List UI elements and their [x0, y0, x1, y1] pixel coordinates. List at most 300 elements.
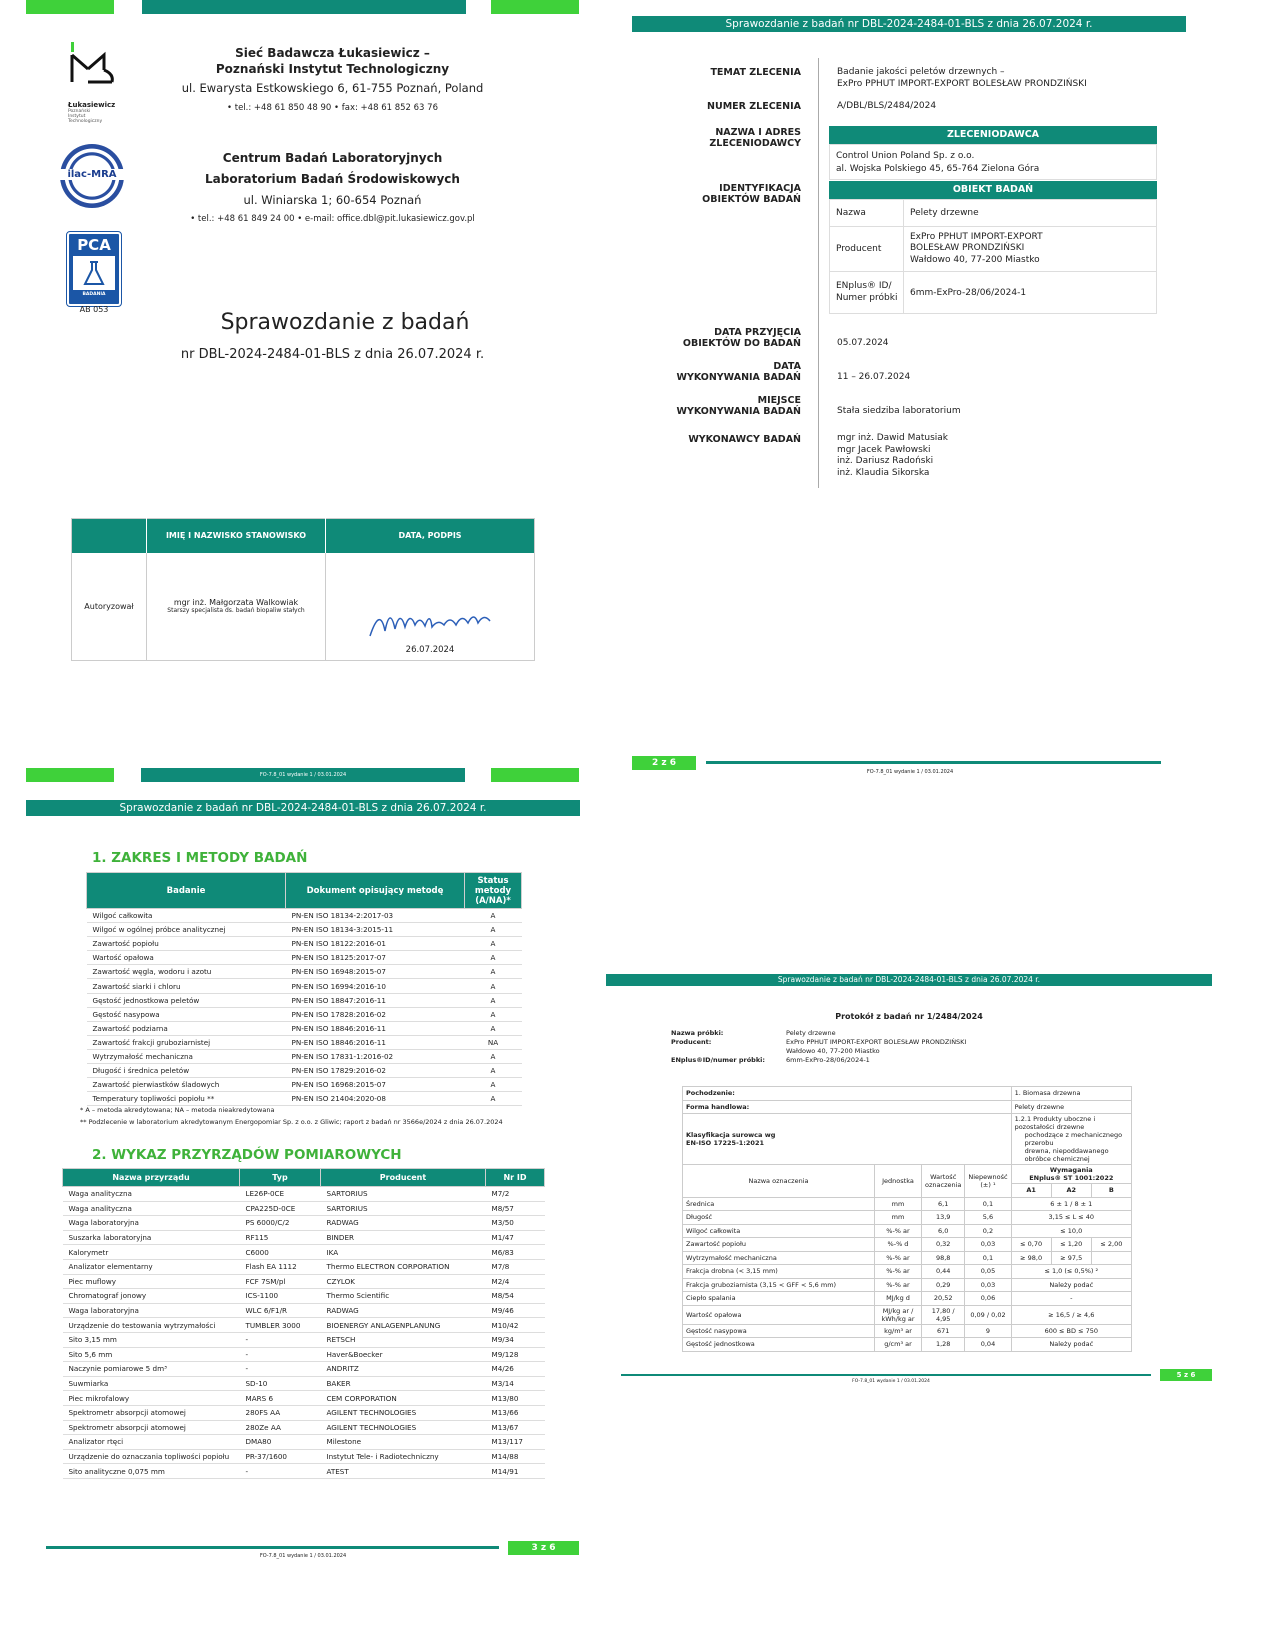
- wykonawcy-list: [837, 433, 948, 479]
- instrument-id: M2/4: [486, 1274, 545, 1289]
- result-uncertainty: 9: [965, 1324, 1011, 1338]
- wykonawcy-label: WYKONAWCY BADAŃ: [688, 434, 801, 445]
- instrument-producer: Instytut Tele- i Radiotechniczny: [321, 1449, 486, 1464]
- meta-value: Wałdowo 40, 77-200 Miastko: [786, 1047, 880, 1055]
- pca-logo: [67, 232, 121, 306]
- ident-label: [640, 183, 801, 205]
- result-uncertainty: 0,04: [965, 1338, 1011, 1352]
- numer-label: NUMER ZLECENIA: [707, 101, 801, 112]
- method-row: [87, 1007, 522, 1021]
- instrument-name: Kalorymetr: [63, 1245, 240, 1260]
- result-unit: MJ/kg ar / kWh/kg ar: [875, 1305, 922, 1324]
- ab-code: AB 053: [79, 305, 109, 314]
- instrument-id: M8/54: [486, 1289, 545, 1304]
- instrument-type: ICS-1100: [240, 1289, 321, 1304]
- method-name: Długość i średnica peletów: [87, 1064, 286, 1078]
- result-value: 0,29: [922, 1278, 965, 1292]
- instrument-type: TUMBLER 3000: [240, 1318, 321, 1333]
- method-document: PN-EN ISO 18134-3:2015-11: [286, 923, 465, 937]
- logo-text: Łukasiewicz: [68, 101, 116, 109]
- result-row: [683, 1292, 1132, 1306]
- result-row: [683, 1251, 1132, 1265]
- wykonawca: inż. Klaudia Sikorska: [837, 467, 930, 478]
- klas-value-1: 1.2.1 Produkty uboczne i pozostałości drzewne: [1014, 1115, 1096, 1131]
- result-row: [683, 1224, 1132, 1238]
- instrument-row: [63, 1362, 545, 1377]
- instrument-row: [63, 1332, 545, 1347]
- instrument-producer: SARTORIUS: [321, 1187, 486, 1202]
- instrument-name: Urządzenie do oznaczania topliwości popiołu: [63, 1449, 240, 1464]
- numer-value: A/DBL/BLS/2484/2024: [837, 101, 937, 111]
- result-b: ≤ 2,00: [1091, 1238, 1131, 1252]
- temat-value-2: ExPro PPHUT IMPORT-EXPORT BOLESŁAW PRONDZIŃSKI: [837, 78, 1087, 89]
- result-unit: g/cm³ ar: [875, 1338, 922, 1352]
- method-name: Zawartość węgla, wodoru i azotu: [87, 965, 286, 979]
- sign-person: [147, 553, 326, 661]
- instrument-row: [63, 1230, 545, 1245]
- instrument-type: DMA80: [240, 1435, 321, 1450]
- result-b: [1091, 1251, 1131, 1265]
- method-status: A: [465, 965, 522, 979]
- instrument-type: -: [240, 1332, 321, 1347]
- klas-key-2: EN-ISO 17225-1:2021: [686, 1139, 764, 1147]
- ilac-mra-logo: [60, 144, 124, 208]
- result-name: Wytrzymałość mechaniczna: [683, 1251, 875, 1265]
- method-document: PN-EN ISO 18847:2016-11: [286, 993, 465, 1007]
- result-unit: mm: [875, 1211, 922, 1225]
- producent-line-1: ExPro PPHUT IMPORT-EXPORT: [910, 231, 1043, 242]
- instrument-producer: CEM CORPORATION: [321, 1391, 486, 1406]
- result-value: 671: [922, 1324, 965, 1338]
- method-document: PN-EN ISO 18125:2017-07: [286, 951, 465, 965]
- page5-header: Sprawozdanie z badań nr DBL-2024-2484-01-BLS z dnia 26.07.2024 r.: [606, 974, 1212, 986]
- zleceniodawca-header: ZLECENIODAWCA: [829, 126, 1157, 144]
- method-document: PN-EN ISO 21404:2020-08: [286, 1092, 465, 1106]
- method-status: A: [465, 1064, 522, 1078]
- page2-footer-code: FO-7.8_01 wydanie 1 / 03.01.2024: [866, 769, 954, 775]
- nazwa-label-2: ZLECENIODAWCY: [709, 138, 801, 149]
- divider: [818, 58, 819, 488]
- result-a1: Należy podać: [1011, 1338, 1131, 1352]
- method-document: PN-EN ISO 17828:2016-02: [286, 1007, 465, 1021]
- instrument-type: SD-10: [240, 1376, 321, 1391]
- lab-contact: • tel.: +48 61 849 24 00 • e-mail: office.dbl@pit.lukasiewicz.gov.pl: [190, 214, 475, 224]
- protocol-meta-keys: [671, 1029, 765, 1065]
- t1-header: Dokument opisujący metodę: [286, 873, 465, 909]
- page3-number: 3 z 6: [508, 1541, 579, 1555]
- method-document: PN-EN ISO 16968:2015-07: [286, 1078, 465, 1092]
- t1-header: Status metody (A/NA)*: [465, 873, 522, 909]
- method-status: A: [465, 909, 522, 923]
- result-unit: %-% ar: [875, 1278, 922, 1292]
- wymagania-1: Wymagania: [1049, 1166, 1093, 1174]
- result-a1: 600 ≤ BD ≤ 750: [1011, 1324, 1131, 1338]
- page2-header: Sprawozdanie z badań nr DBL-2024-2484-01-BLS z dnia 26.07.2024 r.: [632, 16, 1186, 32]
- instrument-row: [63, 1449, 545, 1464]
- instrument-producer: SARTORIUS: [321, 1201, 486, 1216]
- result-row: [683, 1324, 1132, 1338]
- instrument-row: [63, 1187, 545, 1202]
- instrument-row: [63, 1274, 545, 1289]
- page2-number: 2 z 6: [632, 756, 696, 770]
- result-row: [683, 1265, 1132, 1279]
- instrument-name: Sito 3,15 mm: [63, 1332, 240, 1347]
- result-name: Wartość opałowa: [683, 1305, 875, 1324]
- t2-header: Nr ID: [486, 1169, 545, 1187]
- temat-label: TEMAT ZLECENIA: [710, 67, 801, 78]
- footer-green-bar: [26, 768, 114, 782]
- method-row: [87, 909, 522, 923]
- instrument-row: [63, 1245, 545, 1260]
- result-row: [683, 1278, 1132, 1292]
- logo-subtext: Poznański Instytut Technologiczny: [68, 109, 103, 124]
- col-niepewnosc: Niepewność (±) ¹: [965, 1165, 1011, 1198]
- method-name: Wytrzymałość mechaniczna: [87, 1049, 286, 1063]
- method-status: NA: [465, 1035, 522, 1049]
- result-a1: ≤ 1,0 (≤ 0,5%) ²: [1011, 1265, 1131, 1279]
- method-row: [87, 993, 522, 1007]
- result-uncertainty: 0,05: [965, 1265, 1011, 1279]
- method-status: A: [465, 1078, 522, 1092]
- instrument-producer: BAKER: [321, 1376, 486, 1391]
- method-name: Zawartość siarki i chloru: [87, 979, 286, 993]
- instrument-id: M4/26: [486, 1362, 545, 1377]
- instrument-row: [63, 1303, 545, 1318]
- klas-key-1: Klasyfikacja surowca wg: [686, 1131, 776, 1139]
- result-name: Długość: [683, 1211, 875, 1225]
- instrument-type: FCF 7SM/pl: [240, 1274, 321, 1289]
- method-row: [87, 1021, 522, 1035]
- klas-value-2: pochodzące z mechanicznego przerobu: [1024, 1131, 1123, 1147]
- meta-value: Pelety drzewne: [786, 1029, 836, 1037]
- result-value: 13,9: [922, 1211, 965, 1225]
- instrument-row: [63, 1464, 545, 1479]
- lukasiewicz-logo: [68, 42, 118, 124]
- meta-key: Producent:: [671, 1038, 712, 1046]
- sign-date: 26.07.2024: [405, 645, 455, 655]
- data-wyk-label-1: DATA: [773, 361, 801, 372]
- method-name: Zawartość podziarna: [87, 1021, 286, 1035]
- method-name: Zawartość frakcji gruboziarnistej: [87, 1035, 286, 1049]
- col-a1: A1: [1011, 1184, 1051, 1198]
- instrument-name: Analizator rtęci: [63, 1435, 240, 1450]
- result-row: [683, 1305, 1132, 1324]
- instruments-table: [62, 1168, 545, 1479]
- sign-role: Autoryzował: [72, 553, 147, 661]
- result-uncertainty: 0,1: [965, 1251, 1011, 1265]
- method-row: [87, 1092, 522, 1106]
- result-name: Gęstość jednostkowa: [683, 1338, 875, 1352]
- instrument-row: [63, 1391, 545, 1406]
- method-row: [87, 965, 522, 979]
- page3-footer-code: FO-7.8_01 wydanie 1 / 03.01.2024: [259, 1553, 347, 1559]
- col-wymagania: [1011, 1165, 1131, 1184]
- method-row: [87, 937, 522, 951]
- instrument-producer: ATEST: [321, 1464, 486, 1479]
- method-row: [87, 979, 522, 993]
- method-name: Temperatury topliwości popiołu **: [87, 1092, 286, 1106]
- result-a1: Należy podać: [1011, 1278, 1131, 1292]
- producent-line-2: BOLESŁAW PRONDZIŃSKI: [910, 243, 1025, 254]
- result-a1: 6 ± 1 / 8 ± 1: [1011, 1197, 1131, 1211]
- instrument-name: Suwmiarka: [63, 1376, 240, 1391]
- signature-table: [71, 518, 535, 661]
- method-document: PN-EN ISO 18134-2:2017-03: [286, 909, 465, 923]
- klasyfikacja-key: [683, 1114, 1012, 1165]
- method-status: A: [465, 1007, 522, 1021]
- instrument-type: -: [240, 1464, 321, 1479]
- result-uncertainty: 0,09 / 0,02: [965, 1305, 1011, 1324]
- result-unit: %-% ar: [875, 1251, 922, 1265]
- header-green-bar: [491, 0, 579, 14]
- method-row: [87, 923, 522, 937]
- instrument-id: M9/46: [486, 1303, 545, 1318]
- obiekt-nazwa-value: Pelety drzewne: [910, 208, 979, 218]
- footer-line: [706, 761, 1161, 764]
- result-row: [683, 1338, 1132, 1352]
- result-a2: ≥ 97,5: [1051, 1251, 1091, 1265]
- instrument-name: Piec mikrofalowy: [63, 1391, 240, 1406]
- result-name: Frakcja drobna (< 3,15 mm): [683, 1265, 875, 1279]
- instrument-producer: RETSCH: [321, 1332, 486, 1347]
- result-name: Ciepło spalania: [683, 1292, 875, 1306]
- instrument-id: M8/57: [486, 1201, 545, 1216]
- producent-line-3: Wałdowo 40, 77-200 Miastko: [910, 254, 1040, 265]
- result-a1: ≤ 10,0: [1011, 1224, 1131, 1238]
- instrument-name: Naczynie pomiarowe 5 dm³: [63, 1362, 240, 1377]
- pca-sub: BADANIA: [82, 292, 106, 297]
- method-name: Zawartość popiołu: [87, 937, 286, 951]
- org-name: Sieć Badawcza Łukasiewicz –: [235, 46, 430, 60]
- instrument-producer: Thermo ELECTRON CORPORATION: [321, 1259, 486, 1274]
- protocol-meta-values: [786, 1029, 966, 1065]
- zleceniodawca-address: al. Wojska Polskiego 45, 65-764 Zielona Góra: [836, 164, 1040, 174]
- pochodzenie-value: 1. Biomasa drzewna: [1011, 1087, 1131, 1101]
- instrument-id: M14/88: [486, 1449, 545, 1464]
- results-table: [682, 1086, 1132, 1352]
- instrument-id: M6/83: [486, 1245, 545, 1260]
- sign-person-name: mgr inż. Małgorzata Walkowiak: [173, 598, 299, 608]
- org-name-2: Poznański Instytut Technologiczny: [215, 62, 450, 76]
- footer-line: [621, 1374, 1151, 1376]
- sign-col-name: IMIĘ I NAZWISKO STANOWISKO: [147, 519, 326, 553]
- temat-value-1: Badanie jakości peletów drzewnych –: [837, 67, 1005, 77]
- method-status: A: [465, 993, 522, 1007]
- instrument-type: PS 6000/C/2: [240, 1216, 321, 1231]
- ident-label-1: IDENTYFIKACJA: [719, 183, 801, 194]
- footer-green-bar: [491, 768, 579, 782]
- instrument-type: LE26P-0CE: [240, 1187, 321, 1202]
- result-value: 6,0: [922, 1224, 965, 1238]
- instrument-producer: IKA: [321, 1245, 486, 1260]
- instrument-type: MARS 6: [240, 1391, 321, 1406]
- klas-value-3: drewna, niepoddawanego obróbce chemicznej: [1024, 1147, 1109, 1163]
- instrument-id: M3/50: [486, 1216, 545, 1231]
- instrument-name: Waga laboratoryjna: [63, 1303, 240, 1318]
- col-nazwa: Nazwa oznaczenia: [683, 1165, 875, 1198]
- result-a1: ≥ 16,5 / ≥ 4,6: [1011, 1305, 1131, 1324]
- method-row: [87, 1064, 522, 1078]
- instrument-producer: RADWAG: [321, 1216, 486, 1231]
- method-name: Gęstość nasypowa: [87, 1007, 286, 1021]
- result-row: [683, 1211, 1132, 1225]
- result-unit: MJ/kg d: [875, 1292, 922, 1306]
- instrument-name: Analizator elementarny: [63, 1259, 240, 1274]
- instrument-id: M7/8: [486, 1259, 545, 1274]
- result-unit: %-% ar: [875, 1224, 922, 1238]
- obiekt-enplus-value: 6mm-ExPro-28/06/2024-1: [910, 287, 1027, 298]
- instrument-id: M1/47: [486, 1230, 545, 1245]
- obiekt-table: [829, 199, 1157, 314]
- instrument-id: M10/42: [486, 1318, 545, 1333]
- t2-header: Producent: [321, 1169, 486, 1187]
- instrument-type: WLC 6/F1/R: [240, 1303, 321, 1318]
- result-a1: ≥ 98,0: [1011, 1251, 1051, 1265]
- header-green-bar: [26, 0, 114, 14]
- method-name: Wilgoć całkowita: [87, 909, 286, 923]
- instrument-row: [63, 1376, 545, 1391]
- method-name: Wartość opałowa: [87, 951, 286, 965]
- wykonawca: mgr inż. Dawid Matusiak: [837, 433, 949, 443]
- footer-line: [46, 1546, 499, 1549]
- method-name: Gęstość jednostkowa peletów: [87, 993, 286, 1007]
- instrument-producer: RADWAG: [321, 1303, 486, 1318]
- result-name: Frakcja gruboziarnista (3,15 < GFF < 5,6 mm): [683, 1278, 875, 1292]
- lab-block: [120, 148, 545, 228]
- col-a2: A2: [1051, 1184, 1091, 1198]
- result-name: Średnica: [683, 1197, 875, 1211]
- method-row: [87, 951, 522, 965]
- method-row: [87, 1078, 522, 1092]
- method-row: [87, 1035, 522, 1049]
- org-block: [140, 45, 525, 117]
- page5-footer-code: FO-7.8_01 wydanie 1 / 03.01.2024: [852, 1379, 930, 1384]
- section-2-title: 2. WYKAZ PRZYRZĄDÓW POMIAROWYCH: [92, 1147, 402, 1163]
- result-uncertainty: 0,03: [965, 1238, 1011, 1252]
- result-value: 6,1: [922, 1197, 965, 1211]
- result-unit: mm: [875, 1197, 922, 1211]
- t1-header: Badanie: [87, 873, 286, 909]
- method-document: PN-EN ISO 18846:2016-11: [286, 1035, 465, 1049]
- temat-value: [837, 67, 1167, 90]
- page5-number: 5 z 6: [1160, 1369, 1212, 1381]
- instrument-producer: AGILENT TECHNOLOGIES: [321, 1405, 486, 1420]
- obiekt-producent-key: Producent: [830, 227, 904, 272]
- result-row: [683, 1197, 1132, 1211]
- instrument-id: M3/14: [486, 1376, 545, 1391]
- instrument-type: C6000: [240, 1245, 321, 1260]
- handwritten-signature: [360, 601, 500, 641]
- note-2: ** Podzlecenie w laboratorium akredytowanym Energopomiar Sp. z o.o. z Gliwic; raport z badań nr 3566e/2024 z dnia 26.07.2024: [80, 1118, 503, 1126]
- instrument-name: Piec muflowy: [63, 1274, 240, 1289]
- instrument-type: CPA225D-0CE: [240, 1201, 321, 1216]
- page3-header: Sprawozdanie z badań nr DBL-2024-2484-01-BLS z dnia 26.07.2024 r.: [26, 800, 580, 816]
- instrument-producer: BIOENERGY ANLAGENPLANUNG: [321, 1318, 486, 1333]
- t2-header: Typ: [240, 1169, 321, 1187]
- instrument-type: -: [240, 1347, 321, 1362]
- instrument-row: [63, 1405, 545, 1420]
- protocol-title: Protokół z badań nr 1/2484/2024: [835, 1012, 983, 1021]
- klasyfikacja-value: [1011, 1114, 1131, 1165]
- result-unit: %-% ar: [875, 1265, 922, 1279]
- result-value: 1,28: [922, 1338, 965, 1352]
- result-value: 20,52: [922, 1292, 965, 1306]
- obiekt-producent-value: [904, 227, 1157, 272]
- note-1: * A – metoda akredytowana; NA – metoda nieakredytowana: [80, 1106, 275, 1114]
- method-status: A: [465, 1049, 522, 1063]
- instrument-row: [63, 1201, 545, 1216]
- method-name: Wilgoć w ogólnej próbce analitycznej: [87, 923, 286, 937]
- instrument-row: [63, 1216, 545, 1231]
- result-uncertainty: 5,6: [965, 1211, 1011, 1225]
- instrument-id: M13/117: [486, 1435, 545, 1450]
- lab-name: Centrum Badań Laboratoryjnych: [222, 151, 443, 165]
- result-a1: 3,15 ≤ L ≤ 40: [1011, 1211, 1131, 1225]
- lab-address: ul. Winiarska 1; 60-654 Poznań: [243, 193, 422, 207]
- ilac-text: ilac-MRA: [60, 169, 124, 180]
- instrument-type: 280Ze AA: [240, 1420, 321, 1435]
- data-wyk-value: 11 – 26.07.2024: [837, 372, 911, 382]
- obiekt-header: OBIEKT BADAŃ: [829, 181, 1157, 199]
- instrument-row: [63, 1259, 545, 1274]
- method-status: A: [465, 979, 522, 993]
- method-document: PN-EN ISO 17831-1:2016-02: [286, 1049, 465, 1063]
- instrument-producer: AGILENT TECHNOLOGIES: [321, 1420, 486, 1435]
- result-row: [683, 1238, 1132, 1252]
- footer-code: FO-7.8_01 wydanie 1 / 03.01.2024: [141, 768, 465, 782]
- instrument-row: [63, 1347, 545, 1362]
- nazwa-label-1: NAZWA I ADRES: [715, 127, 801, 138]
- method-status: A: [465, 1021, 522, 1035]
- sign-col-date: DATA, PODPIS: [398, 531, 462, 541]
- instrument-name: Spektrometr absorpcji atomowej: [63, 1405, 240, 1420]
- instrument-name: Waga analityczna: [63, 1187, 240, 1202]
- instrument-name: Urządzenie do testowania wytrzymałości: [63, 1318, 240, 1333]
- zleceniodawca-box: [829, 144, 1157, 180]
- result-name: Gęstość nasypowa: [683, 1324, 875, 1338]
- result-a1: -: [1011, 1292, 1131, 1306]
- instrument-row: [63, 1420, 545, 1435]
- result-unit: kg/m³ ar: [875, 1324, 922, 1338]
- instrument-type: PR-37/1600: [240, 1449, 321, 1464]
- flask-icon: [73, 256, 115, 290]
- instrument-name: Suszarka laboratoryjna: [63, 1230, 240, 1245]
- method-document: PN-EN ISO 18846:2016-11: [286, 1021, 465, 1035]
- zleceniodawca-name: Control Union Poland Sp. z o.o.: [836, 151, 975, 161]
- meta-value: ExPro PPHUT IMPORT-EXPORT BOLESŁAW PRONDZIŃSKI: [786, 1038, 967, 1046]
- method-document: PN-EN ISO 17829:2016-02: [286, 1064, 465, 1078]
- col-b: B: [1091, 1184, 1131, 1198]
- instrument-type: 280FS AA: [240, 1405, 321, 1420]
- section-1-title: 1. ZAKRES I METODY BADAŃ: [92, 850, 308, 866]
- forma-value: Pelety drzewne: [1011, 1100, 1131, 1114]
- miejsce-value: Stała siedziba laboratorium: [837, 406, 961, 416]
- data-wyk-label: [640, 361, 801, 383]
- instrument-row: [63, 1289, 545, 1304]
- instrument-id: M14/91: [486, 1464, 545, 1479]
- result-name: Wilgoć całkowita: [683, 1224, 875, 1238]
- obiekt-enplus-key: [830, 272, 904, 314]
- instrument-row: [63, 1435, 545, 1450]
- col-jednostka: Jednostka: [875, 1165, 922, 1198]
- ident-label-2: OBIEKTÓW BADAŃ: [702, 194, 801, 205]
- method-status: A: [465, 937, 522, 951]
- data-przyjecia-label-1: DATA PRZYJĘCIA: [714, 327, 801, 338]
- instrument-producer: Thermo Scientific: [321, 1289, 486, 1304]
- instrument-name: Sito analityczne 0,075 mm: [63, 1464, 240, 1479]
- miejsce-label-2: WYKONYWANIA BADAŃ: [676, 406, 801, 417]
- instrument-row: [63, 1318, 545, 1333]
